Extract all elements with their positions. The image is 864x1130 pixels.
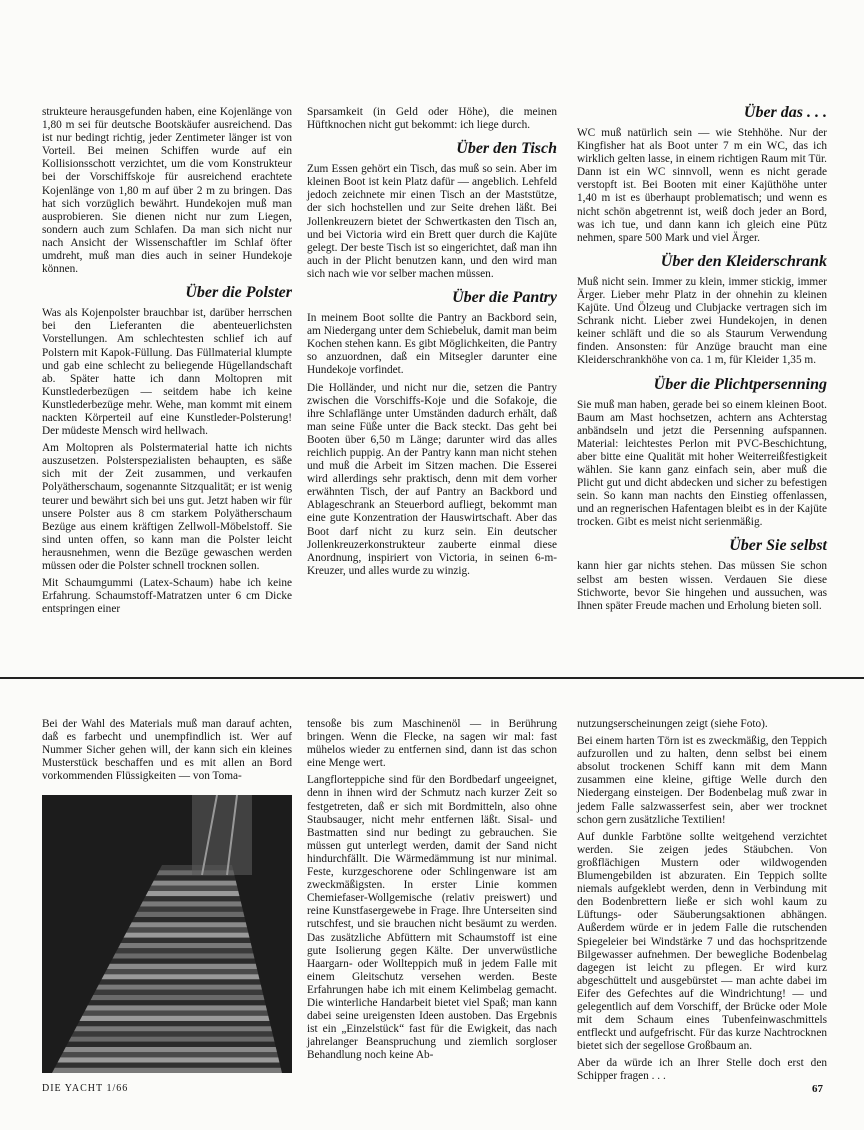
heading-kleiderschrank: Über den Kleiderschrank (660, 252, 827, 270)
paragraph: nutzungserscheinungen zeigt (siehe Foto). (577, 718, 768, 730)
carpet-photo-icon (42, 795, 292, 1073)
rug-stripe (107, 964, 257, 969)
rug-stripe (104, 969, 258, 974)
paragraph: Bei der Wahl des Materials muß man darauf achten, daß es farbecht und unempfindlich ist. Wer auf Nummer Sicher gehen will, der kann sich ein kleines Musterstück beschaffen und es mit allen an Bord vorkommenden Flüssigkeiten — von Toma- (42, 718, 292, 783)
heading-das: Über das . . . (743, 104, 827, 121)
rug-stripe (129, 922, 247, 927)
bottom-column-3 (577, 718, 827, 1088)
rug-stripe (148, 886, 238, 891)
top-column-2 (307, 106, 557, 582)
rug-stripe (55, 1063, 281, 1068)
rug-stripe (113, 953, 255, 958)
rug-stripe (69, 1037, 275, 1042)
bottom-column-2 (307, 718, 557, 1066)
paragraph: Aber da würde ich an Ihrer Stelle doch erst den Schipper fragen . . . (577, 1057, 827, 1083)
heading-tisch: Über den Tisch (456, 140, 557, 158)
top-column-3 (577, 104, 827, 617)
rug-stripe (110, 959, 256, 964)
rug-stripe (82, 1011, 268, 1016)
paragraph: Bei einem harten Törn ist es zweckmäßig, den Teppich aufzurollen und zu halten, denn selbst bei einem absolut trockenen Schiff kann mit dem Mann zusammen eine kleine, giftige Welle durch den Niedergang einsteigen. Der Bodenbelag muß zwar in jedem Falle salzwasserfest sein, aber wer trocknet schon gern zusätzliche Textilien! (577, 735, 827, 826)
paragraph: Zum Essen gehört ein Tisch, das muß so sein. Aber im kleinen Boot ist kein Platz dafür — angeblich. Lehfeld jedoch zeichnete mir einen Tisch an der Maststütze, der sich hochstellen und zur Seite drehen läßt. Bei Jollenkreuzern bietet der Schwertkasten den Tisch an, und bei Victoria wird ein Brett quer durch die Kajüte gelegt. Der beste Tisch ist so eingerichtet, daß man ihn auch in der Plicht benutzen kann, und den wird man sich nach wie vor selber machen müssen. (307, 163, 557, 280)
section-divider (0, 677, 864, 679)
rug-stripe (88, 1000, 266, 1005)
paragraph: Auf dunkle Farbtöne sollte weitgehend verzichtet werden. Sie zeigen jedes Stäubchen. Von großflächigen Mustern oder wildwogenden Blumengebilden ist abzuraten. Ein Teppich sollte niemals aufgeklebt werden, denn in Verbindung mit den Bodenbrettern ließe er sich wohl kaum zu Lüftungs- oder Säuberungsaktionen abhängen. Außerdem würde er in jedem Falle die rutschenden Spiegeleier bei Windstärke 7 und das hochspritzende Bilgewasser aufnehmen. Der bewegliche Bodenbelag dagegen ist leicht zu pflegen. Er wird kurz abgeschüttelt und ausgebürstet — man achte dabei im Eifer des Gefechtes auf die Windrichtung! — und gelegentlich auf dem Vorschiff, der Brücke oder Mole mit dem Schaum eines Tubenfeinwaschmittels entfleckt und aufgefrischt. Für das kurze Nachtrocknen bietet sich der segellose Großbaum an. (577, 830, 827, 1053)
rug-stripe (77, 1021, 271, 1026)
rug-stripe (126, 927, 248, 932)
paragraph: Was als Kojenpolster brauchbar ist, darüber herrschen bei den Lieferanten die abenteuerlichsten Vorstellungen. Am schlechtesten schlief ich auf Polstern mit Kapok-Füllung. Das Füllmaterial klumpte und gab eine schlecht zu beliegende Hügellandschaft ab. Später hatte ich dann Moltopren mit Kunstlederbezügen — seitdem habe ich keine Kunstlederbezüge mehr. Wehe, man kommt mit einem nackten Körperteil auf eine Kunstleder-Polsterung! Der müdeste Mensch wird hellwach. (42, 307, 292, 438)
paragraph: strukteure herausgefunden haben, eine Kojenlänge von 1,80 m sei für deutsche Bootskäufer ausreichend. Das ist nur bedingt richtig, jeder Zentimeter länger ist von Vorteil. Bei meinen Schiffen wurde auf ein Kollisionsschott verzichtet, um die vom Konstrukteur bei der Vorschiffskoje für ausreichend erachtete Kojenlänge von 1,80 m auf über 2 m zu bringen. Das hat sich vorzüglich bewährt. Hundekojen muß man ausprobieren. Sie dienen nicht nur zum Liegen, sondern auch zum Schlafen. Da man sich nicht nur nach Ansicht der Wissenschaftler im Schlaf öfter umdreht, muß man dies auch in seiner Hundekoje können. (42, 106, 292, 276)
paragraph: Am Moltopren als Polstermaterial hatte ich nichts auszusetzen. Polsterspezialisten behaupten, es säße sich mit der Zeit zusammen, und verkaufen Polyätherschaum, sogenannte Sitzqualität; er ist wenig teurer und bewährt sich bei uns gut. Jetzt haben wir für unsere Polster aus 8 cm starkem Polyätherschaum Bezüge aus einem kräftigen Zellwoll-Möbelstoff. Sie sind unten offen, so kann man die Polster leicht herausnehmen, wenn die Bezüge gewaschen werden müssen oder die Polster schnell trocknen sollen. (42, 442, 292, 572)
paragraph: In meinem Boot sollte die Pantry an Backbord sein, am Niedergang unter dem Schiebeluk, damit man beim Kochen stehen kann. Es gibt Möglichkeiten, die Pantry so anzuordnen, daß ein Mitsegler darunter eine Hundekoje vorfindet. (307, 312, 557, 377)
paragraph: Sie muß man haben, gerade bei so einem kleinen Boot. Baum am Mast hochsetzen, achtern ans Achterstag anbändseln und jetzt die Persenning aufspannen. Material: leichtestes Perlon mit PVC-Beschichtung, aber bitte eine Qualität mit hoher Weiterreißfestigkeit wählen. Sie kann ganz einfach sein, aber muß die Plicht gut und dicht abdecken und sicher zu befestigen sein. So kann man nachts den Einstieg offenlassen, und an regnerischen Hafentagen bleibt es in der Kajüte trocken. Gibt es meist nicht serienmäßig. (577, 398, 827, 529)
rug-stripe (124, 933, 250, 938)
rug-stripe (146, 891, 240, 896)
rug-stripe (151, 881, 237, 886)
rug-stripe (93, 990, 263, 995)
rug-stripe (140, 901, 242, 906)
rug-stripe (115, 948, 253, 953)
rug-stripe (135, 912, 245, 917)
rug-stripe (96, 985, 262, 990)
rug-stripe (91, 995, 265, 1000)
rug-stripe (143, 896, 241, 901)
rug-stripe (80, 1016, 270, 1021)
rug-stripe (137, 907, 243, 912)
magazine-footer: DIE YACHT 1/66 (42, 1083, 129, 1094)
rug-stripe (121, 938, 251, 943)
page-number: 67 (812, 1083, 823, 1095)
paragraph: Sparsamkeit (in Geld oder Höhe), die meinen Hüftknochen nicht gut bekommt: ich liege durch. (307, 106, 557, 132)
rug-stripe (63, 1047, 277, 1052)
rug-stripe (154, 875, 236, 880)
rug-stripe (118, 943, 252, 948)
top-column-1 (42, 106, 292, 620)
heading-selbst: Über Sie selbst (729, 537, 827, 555)
rug-stripe (85, 1005, 267, 1010)
rug-stripe (132, 917, 246, 922)
heading-pantry: Über die Pantry (452, 289, 557, 307)
paragraph: kann hier gar nichts stehen. Das müssen Sie schon selbst am besten wissen. Verdauen Sie diese Stichworte, bevor Sie hingehen und aussuchen, was Ihnen später Freude machen und Erholung bieten soll. (577, 560, 827, 612)
rug-stripe (102, 974, 260, 979)
paragraph: WC muß natürlich sein — wie Stehhöhe. Nur der Kingfisher hat als Boot unter 7 m ein WC, das ich wirklich gelten lasse, in einem richtigen Raum mit Tür. Dann ist ein WC sinnvoll, wenn es nicht gerade verstopft ist. Bei Booten mit einer Kajüthöhe unter 1,40 m ist es überhaupt problematisch; und wenn es nicht schön abgetrennt ist, weiß doch jeder an Bord, was ich tue, und dann kann ich gleich eine Pütz nehmen, spare 500 Mark und viel Ärger. (577, 127, 827, 244)
rug-stripe (99, 979, 261, 984)
paragraph: Die Holländer, und nicht nur die, setzen die Pantry zwischen die Vorschiffs-Koje und die Sofakoje, die ihre Schlaflänge unter Umständen dadurch erhält, daß man seine Füße unter die Back steckt. Das geht bei Booten über 6,50 m Länge; darunter wird das alles reichlich puppig. An der Pantry kann man nicht stehen und muß die Arbeit im Sitzen machen. Die Esserei wird allerdings sehr praktisch, denn mit dem vorher erwähnten Tisch, der auf Pantry an Backbord und Ablageschrank an Steuerbord aufliegt, bekommt man eine gute Konzentration der Hauswirtschaft. Aber das Boot darf nicht zu kurz sein. Ein deutscher Jollenkreuzerkonstrukteur zauberte einmal diese Anordnung, inspiriert von Victoria, in seinen 6-m-Kreuzer, und alles wurde zu winzig. (307, 381, 557, 577)
paragraph: Langflorteppiche sind für den Bordbedarf ungeeignet, denn in ihnen wird der Schmutz nach kurzer Zeit so festgetreten, daß er sich mit Bordmitteln, also ohne Staubsauger, nicht mehr entfernen läßt. Sisal- und Bastmatten sind nur bedingt zu gebrauchen. Sie müssen gut unterlegt werden, damit der Sand nicht hindurchfällt. Die Wärmedämmung ist nur minimal. Feste, kurzgeschorene oder Schlingenware ist am zweckmäßigsten. In erster Linie kommen Chemiefaser-Wollgemische (relativ preiswert) und reine Kunstfasergewebe in Frage. Ihre Unterseiten sind rutschfest, und sie brauchen nicht besäumt zu werden. Das zusätzliche Abfüttern mit Schaumstoff ist eine gute Isolierung gegen Kälte. Der unverwüstliche Haargarn- oder Wollteppich muß in jedem Falle mit einem Gleitschutz versehen werden. Beste Erfahrungen habe ich mit einem Kelimbelag gemacht. Die winterliche Handarbeit bietet viel Spaß; man kann dabei seine ureigensten Ideen austoben. Das Ergebnis ist ein „Einzelstück“ fast für die Ewigkeit, das nach jahrelanger Beanspruchung und ziemlich sorgloser Behandlung noch keine Ab- (307, 774, 557, 1062)
carpet-photo (42, 795, 292, 1073)
rug-stripe (74, 1026, 272, 1031)
rug-stripe (66, 1042, 276, 1047)
rug-stripe (52, 1068, 282, 1073)
bottom-column-1 (42, 718, 292, 787)
paragraph: tensoße bis zum Maschinenöl — in Berührung bringen. Wenn die Flecke, na sagen wir mal: fast mühelos wieder zu entfernen sind, dann ist das schon eine Menge wert. (307, 718, 557, 770)
paragraph: Muß nicht sein. Immer zu klein, immer stickig, immer Ärger. Lieber mehr Platz in der ohnehin zu kleinen Kajüte. Und Ölzeug und Clubjacke vertragen sich im Schrank nicht. Lieber zwei Hundekojen, in denen keiner schläft und die so als Staurum Verwendung finden. Ansonsten: für Anzüge braucht man eine Kleiderschrankhöhe von ca. 1 m, für Kleider 1,35 m. (577, 275, 827, 367)
heading-polster: Über die Polster (185, 284, 292, 302)
paragraph: Mit Schaumgummi (Latex-Schaum) habe ich keine Erfahrung. Schaumstoff-Matratzen unter 6 cm Dicke entspringen einer (42, 577, 292, 616)
heading-plichtpersenning: Über die Plichtpersenning (653, 375, 827, 393)
rug-stripe (60, 1052, 278, 1057)
rug-stripe (58, 1057, 280, 1062)
rug-stripe (71, 1031, 273, 1036)
